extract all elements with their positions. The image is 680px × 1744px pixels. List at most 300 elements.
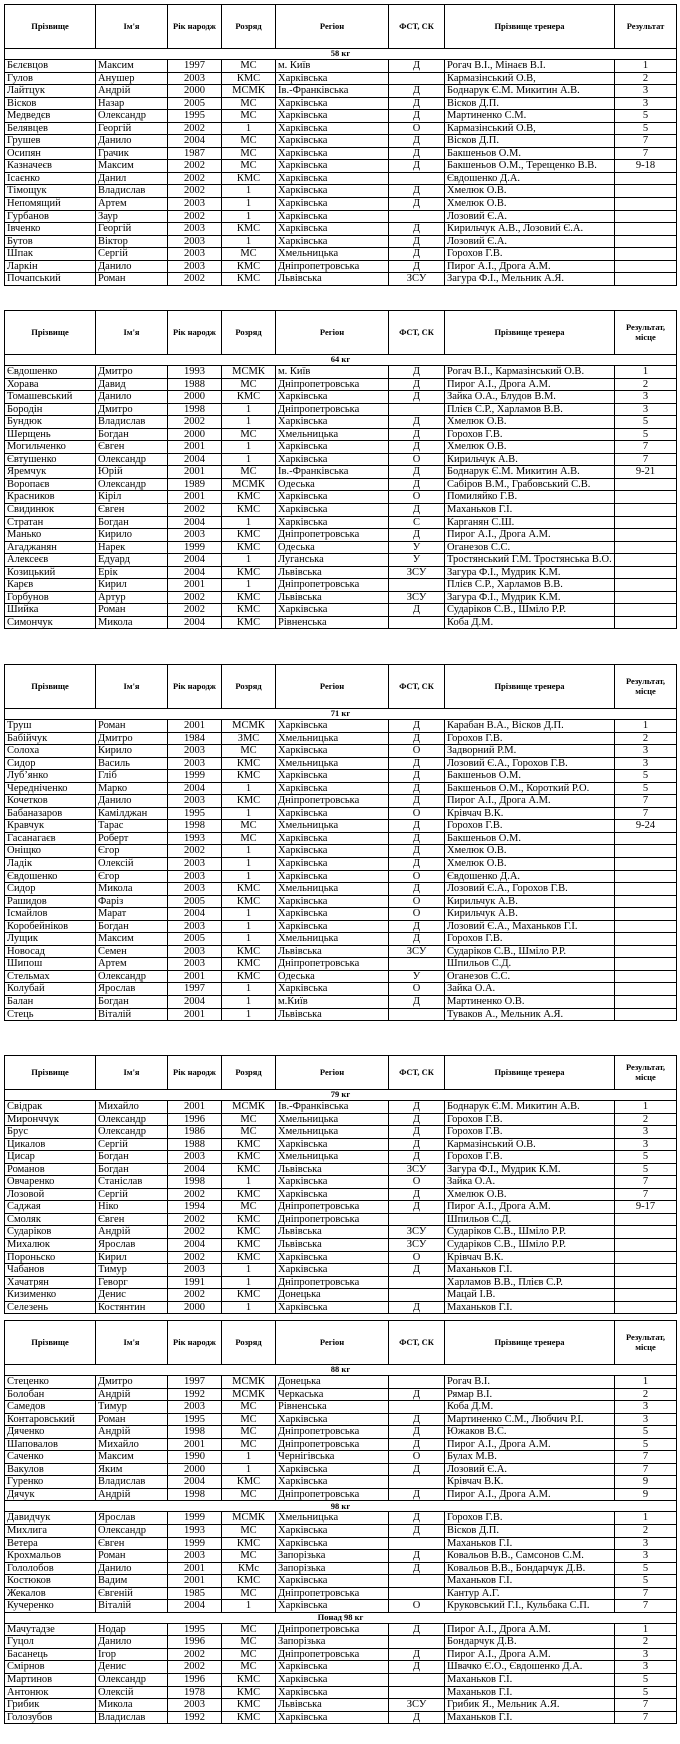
surname-cell: Стратан (5, 516, 96, 529)
result-cell: 9-18 (615, 160, 677, 173)
fst-cell: Д (389, 1138, 445, 1151)
birth-year-cell: 1996 (168, 1113, 222, 1126)
fst-cell: Д (389, 160, 445, 173)
region-cell: Харківська (276, 745, 389, 758)
name-cell: Нарек (96, 541, 168, 554)
fst-cell: У (389, 970, 445, 983)
athlete-row (5, 1264, 677, 1277)
surname-cell: Гуренко (5, 1476, 96, 1489)
region-cell: Харківська (276, 1301, 389, 1314)
region-cell: Хмельницька (276, 732, 389, 745)
athlete-row (5, 745, 677, 758)
fst-cell: Д (389, 1426, 445, 1439)
result-cell: 5 (615, 1426, 677, 1439)
coach-cell: Пирог А.І., Дрога А.М. (445, 1488, 615, 1501)
rank-cell: 1 (222, 858, 276, 871)
weight-class-row (5, 1365, 677, 1376)
athlete-row (5, 1636, 677, 1649)
name-cell: Ярослав (96, 983, 168, 996)
rank-cell: 1 (222, 210, 276, 223)
results-table-block (4, 1320, 676, 1724)
region-cell: Харківська (276, 453, 389, 466)
name-cell: Євген (96, 1213, 168, 1226)
region-cell: Львівська (276, 1226, 389, 1239)
fst-cell: Д (389, 504, 445, 517)
rank-cell: КМС (222, 1163, 276, 1176)
rank-cell: 1 (222, 1276, 276, 1289)
birth-year-cell: 2003 (168, 1264, 222, 1277)
surname-cell: Дячук (5, 1488, 96, 1501)
surname-cell: Белявцев (5, 122, 96, 135)
result-cell (615, 996, 677, 1009)
coach-cell: Горохов Г.В. (445, 1151, 615, 1164)
region-cell: Харківська (276, 223, 389, 236)
column-header-year: Рік народж (168, 1321, 222, 1365)
table-header (5, 5, 677, 49)
coach-cell: Бакшеньов О.М. (445, 770, 615, 783)
birth-year-cell: 2001 (168, 466, 222, 479)
surname-cell: Михалюк (5, 1239, 96, 1252)
birth-year-cell: 2003 (168, 858, 222, 871)
column-header-region: Регіон (276, 1056, 389, 1090)
coach-cell: Бондарчук Д.В. (445, 1636, 615, 1649)
column-header-surname: Прізвище (5, 5, 96, 49)
athlete-row (5, 1163, 677, 1176)
coach-cell: Крівчач В.К. (445, 1251, 615, 1264)
result-cell (615, 172, 677, 185)
region-cell: Рівненська (276, 616, 389, 629)
region-cell: Харківська (276, 185, 389, 198)
region-cell: Харківська (276, 782, 389, 795)
athlete-row (5, 235, 677, 248)
rank-cell: КМС (222, 1537, 276, 1550)
rank-cell: КМС (222, 604, 276, 617)
result-cell (615, 273, 677, 286)
region-cell: Дніпропетровська (276, 529, 389, 542)
results-table-block (4, 664, 676, 1021)
region-cell: Харківська (276, 491, 389, 504)
name-cell: Ніко (96, 1201, 168, 1214)
surname-cell: Євдошенко (5, 366, 96, 379)
coach-cell: Мартиненко О.В. (445, 996, 615, 1009)
athlete-row (5, 1188, 677, 1201)
coach-cell: Маханьков Г.І. (445, 1674, 615, 1687)
name-cell: Заур (96, 210, 168, 223)
result-cell (615, 604, 677, 617)
surname-cell: Красников (5, 491, 96, 504)
birth-year-cell: 1997 (168, 60, 222, 73)
coach-cell: Бакшеньов О.М., Короткий Р.О. (445, 782, 615, 795)
surname-cell: Ладік (5, 858, 96, 871)
coach-cell: Лозовий Є.А., Горохов Г.В. (445, 883, 615, 896)
fst-cell: О (389, 1176, 445, 1189)
athlete-row (5, 604, 677, 617)
athlete-row (5, 1525, 677, 1538)
coach-cell: Рогач В.І., Мінаєв В.І. (445, 60, 615, 73)
coach-cell: Лозовий Є.А. (445, 235, 615, 248)
birth-year-cell: 2004 (168, 616, 222, 629)
rank-cell: МС (222, 1126, 276, 1139)
result-cell: 1 (615, 366, 677, 379)
weight-class-label: 98 кг (5, 1501, 677, 1512)
surname-cell: Гасанагаєв (5, 832, 96, 845)
athlete-row (5, 770, 677, 783)
region-cell: Харківська (276, 122, 389, 135)
region-cell: Харківська (276, 720, 389, 733)
surname-cell: Симончук (5, 616, 96, 629)
birth-year-cell: 2005 (168, 895, 222, 908)
rank-cell: КМС (222, 391, 276, 404)
region-cell: Харківська (276, 516, 389, 529)
results-table-block (4, 1055, 676, 1314)
athlete-row (5, 996, 677, 1009)
fst-cell: С (389, 516, 445, 529)
surname-cell: Медведєв (5, 110, 96, 123)
birth-year-cell: 2002 (168, 273, 222, 286)
coach-cell: Кармазінський О.В, (445, 72, 615, 85)
result-cell: 7 (615, 441, 677, 454)
birth-year-cell: 2000 (168, 428, 222, 441)
birth-year-cell: 2004 (168, 996, 222, 1009)
surname-cell: Овчаренко (5, 1176, 96, 1189)
column-header-fst: ФСТ, СК (389, 665, 445, 709)
coach-cell: Маханьков Г.І. (445, 1711, 615, 1724)
birth-year-cell: 2001 (168, 1562, 222, 1575)
result-cell: 3 (615, 391, 677, 404)
name-cell: Дмитро (96, 1376, 168, 1389)
region-cell: Дніпропетровська (276, 1488, 389, 1501)
fst-cell: ЗСУ (389, 273, 445, 286)
fst-cell: Д (389, 820, 445, 833)
region-cell: Одеська (276, 970, 389, 983)
region-cell: Дніпропетровська (276, 579, 389, 592)
fst-cell: О (389, 1600, 445, 1613)
birth-year-cell: 2002 (168, 122, 222, 135)
column-header-fst: ФСТ, СК (389, 311, 445, 355)
column-header-rank: Розряд (222, 665, 276, 709)
surname-cell: Шипош (5, 958, 96, 971)
birth-year-cell: 2002 (168, 172, 222, 185)
result-cell (615, 516, 677, 529)
birth-year-cell: 2003 (168, 1401, 222, 1414)
coach-cell: Швачко Є.О., Євдошенко Д.А. (445, 1661, 615, 1674)
name-cell: Давид (96, 378, 168, 391)
rank-cell: КМС (222, 757, 276, 770)
name-cell: Грачик (96, 147, 168, 160)
birth-year-cell: 2004 (168, 135, 222, 148)
surname-cell: Сидор (5, 757, 96, 770)
surname-cell: Кучеренко (5, 1600, 96, 1613)
name-cell: Андрій (96, 1388, 168, 1401)
coach-cell: Сударіков С.В., Шміло Р.Р. (445, 604, 615, 617)
athlete-row (5, 478, 677, 491)
rank-cell: 1 (222, 1451, 276, 1464)
name-cell: Кирило (96, 529, 168, 542)
birth-year-cell: 2004 (168, 554, 222, 567)
athlete-row (5, 1575, 677, 1588)
region-cell: Харківська (276, 770, 389, 783)
table-body (5, 709, 677, 1021)
region-cell: Харківська (276, 895, 389, 908)
column-header-year: Рік народж (168, 5, 222, 49)
name-cell: Олександр (96, 1674, 168, 1687)
fst-cell: Д (389, 85, 445, 98)
coach-cell: Грибик Я., Мельник А.Я. (445, 1699, 615, 1712)
athlete-row (5, 554, 677, 567)
athlete-row (5, 441, 677, 454)
fst-cell: Д (389, 1463, 445, 1476)
surname-cell: Мартинов (5, 1674, 96, 1687)
coach-cell: Горохов Г.В. (445, 428, 615, 441)
region-cell: Харківська (276, 160, 389, 173)
name-cell: Максим (96, 933, 168, 946)
region-cell: Львівська (276, 1699, 389, 1712)
region-cell: Донецька (276, 1376, 389, 1389)
region-cell: Львівська (276, 1008, 389, 1021)
coach-cell: Карабан В.А., Вісков Д.П. (445, 720, 615, 733)
table-body (5, 1090, 677, 1314)
fst-cell: Д (389, 1525, 445, 1538)
coach-cell: Мартиненко С.М., Любчич Р.І. (445, 1413, 615, 1426)
region-cell: Львівська (276, 1239, 389, 1252)
birth-year-cell: 2003 (168, 1699, 222, 1712)
rank-cell: 1 (222, 782, 276, 795)
rank-cell: КМС (222, 958, 276, 971)
name-cell: Віталій (96, 1600, 168, 1613)
athlete-row (5, 223, 677, 236)
name-cell: Владислав (96, 416, 168, 429)
region-cell: Львівська (276, 566, 389, 579)
rank-cell: КМС (222, 1476, 276, 1489)
result-cell: 2 (615, 72, 677, 85)
surname-cell: Шерщень (5, 428, 96, 441)
athlete-row (5, 1008, 677, 1021)
region-cell: Харківська (276, 1661, 389, 1674)
result-cell: 1 (615, 1623, 677, 1636)
birth-year-cell: 2004 (168, 1476, 222, 1489)
name-cell: Денис (96, 1289, 168, 1302)
name-cell: Камілджан (96, 807, 168, 820)
coach-cell: Бакшеньов О.М., Терещенко В.В. (445, 160, 615, 173)
result-cell: 9-21 (615, 466, 677, 479)
coach-cell: Хмелюк О.В. (445, 198, 615, 211)
fst-cell: Д (389, 1623, 445, 1636)
rank-cell: 1 (222, 1600, 276, 1613)
name-cell: Олександр (96, 110, 168, 123)
rank-cell: 1 (222, 1008, 276, 1021)
region-cell: Львівська (276, 1163, 389, 1176)
name-cell: Кіріл (96, 491, 168, 504)
column-header-year: Рік народж (168, 311, 222, 355)
surname-cell: Агаджанян (5, 541, 96, 554)
column-header-coach: Прізвище тренера (445, 1321, 615, 1365)
birth-year-cell: 1995 (168, 1413, 222, 1426)
result-cell (615, 248, 677, 261)
athlete-row (5, 529, 677, 542)
result-cell: 3 (615, 1138, 677, 1151)
column-header-rank: Розряд (222, 311, 276, 355)
rank-cell: МС (222, 147, 276, 160)
result-cell (615, 591, 677, 604)
birth-year-cell: 1986 (168, 1126, 222, 1139)
name-cell: Данило (96, 260, 168, 273)
result-cell: 2 (615, 732, 677, 745)
coach-cell: Туваков А., Мельник А.Я. (445, 1008, 615, 1021)
athlete-row (5, 1239, 677, 1252)
surname-cell: Вакулов (5, 1463, 96, 1476)
athlete-row (5, 566, 677, 579)
region-cell: Харківська (276, 1674, 389, 1687)
result-cell (615, 541, 677, 554)
region-cell: Харківська (276, 1575, 389, 1588)
rank-cell: МС (222, 466, 276, 479)
result-cell: 5 (615, 770, 677, 783)
name-cell: Кирило (96, 745, 168, 758)
athlete-row (5, 1699, 677, 1712)
result-cell: 2 (615, 1636, 677, 1649)
birth-year-cell: 1995 (168, 1623, 222, 1636)
name-cell: Тарас (96, 820, 168, 833)
fst-cell: Д (389, 466, 445, 479)
rank-cell: КМс (222, 1562, 276, 1575)
region-cell: Харківська (276, 97, 389, 110)
athlete-row (5, 1451, 677, 1464)
rank-cell: КМС (222, 591, 276, 604)
rank-cell: 1 (222, 1301, 276, 1314)
region-cell: Одеська (276, 478, 389, 491)
region-cell: Харківська (276, 504, 389, 517)
birth-year-cell: 2001 (168, 441, 222, 454)
fst-cell: Д (389, 933, 445, 946)
column-header-result: Результат, місце (615, 311, 677, 355)
coach-cell: Євдошенко Д.А. (445, 172, 615, 185)
rank-cell: КМС (222, 970, 276, 983)
coach-cell: Шпильов С.Д. (445, 1213, 615, 1226)
name-cell: Георгій (96, 223, 168, 236)
region-cell: Дніпропетровська (276, 1587, 389, 1600)
result-cell (615, 958, 677, 971)
rank-cell: МСМК (222, 1388, 276, 1401)
rank-cell: 1 (222, 198, 276, 211)
coach-cell: Загура Ф.І., Мудрик К.М. (445, 566, 615, 579)
surname-cell: Гуцол (5, 1636, 96, 1649)
fst-cell: Д (389, 478, 445, 491)
result-cell (615, 1301, 677, 1314)
result-cell: 9-17 (615, 1201, 677, 1214)
fst-cell (389, 172, 445, 185)
result-cell: 5 (615, 1163, 677, 1176)
name-cell: Богдан (96, 1163, 168, 1176)
name-cell: Ярослав (96, 1239, 168, 1252)
surname-cell: Євтушенко (5, 453, 96, 466)
region-cell: Ів.-Франківська (276, 1101, 389, 1114)
athlete-row (5, 198, 677, 211)
rank-cell: МС (222, 1413, 276, 1426)
fst-cell (389, 1376, 445, 1389)
birth-year-cell: 2002 (168, 160, 222, 173)
fst-cell (389, 1008, 445, 1021)
coach-cell: Вісков Д.П. (445, 1525, 615, 1538)
athlete-row (5, 883, 677, 896)
fst-cell: О (389, 1451, 445, 1464)
coach-cell: Булах М.В. (445, 1451, 615, 1464)
coach-cell: Лозовий Є.А. (445, 210, 615, 223)
birth-year-cell: 1992 (168, 1711, 222, 1724)
region-cell: Харківська (276, 908, 389, 921)
result-cell: 5 (615, 782, 677, 795)
fst-cell: Д (389, 260, 445, 273)
coach-cell: Кирильчук А.В. (445, 908, 615, 921)
name-cell: Дмитро (96, 366, 168, 379)
birth-year-cell: 1994 (168, 1201, 222, 1214)
coach-cell: Хмелюк О.В. (445, 1188, 615, 1201)
region-cell: Хмельницька (276, 1151, 389, 1164)
rank-cell: 1 (222, 185, 276, 198)
name-cell: Роман (96, 1413, 168, 1426)
birth-year-cell: 2001 (168, 491, 222, 504)
name-cell: Богдан (96, 428, 168, 441)
coach-cell: Загура Ф.І., Мудрик К.М. (445, 591, 615, 604)
region-cell: Дніпропетровська (276, 260, 389, 273)
name-cell: Віталій (96, 1008, 168, 1021)
name-cell: Ярослав (96, 1512, 168, 1525)
surname-cell: Кизименко (5, 1289, 96, 1302)
surname-cell: Пороньско (5, 1251, 96, 1264)
surname-cell: Томашевський (5, 391, 96, 404)
fst-cell: Д (389, 1201, 445, 1214)
coach-cell: Пирог А.І., Дрога А.М. (445, 529, 615, 542)
rank-cell: КМС (222, 1151, 276, 1164)
fst-cell: Д (389, 110, 445, 123)
column-header-name: Ім'я (96, 5, 168, 49)
coach-cell: Хмелюк О.В. (445, 845, 615, 858)
birth-year-cell: 2002 (168, 504, 222, 517)
region-cell: Хмельницька (276, 428, 389, 441)
athlete-row (5, 591, 677, 604)
rank-cell: КМС (222, 1686, 276, 1699)
region-cell: Харківська (276, 1686, 389, 1699)
result-cell (615, 1264, 677, 1277)
birth-year-cell: 1993 (168, 832, 222, 845)
header-row (5, 5, 677, 49)
rank-cell: МС (222, 745, 276, 758)
region-cell: Харківська (276, 807, 389, 820)
result-cell (615, 970, 677, 983)
athlete-row (5, 1438, 677, 1451)
coach-cell: Пирог А.І., Дрога А.М. (445, 795, 615, 808)
result-cell (615, 895, 677, 908)
athlete-row (5, 895, 677, 908)
coach-cell: Боднарук Є.М. Микитин А.В. (445, 466, 615, 479)
coach-cell: Горохов Г.В. (445, 933, 615, 946)
rank-cell: МСМК (222, 478, 276, 491)
result-cell: 1 (615, 720, 677, 733)
coach-cell: Лозовий Є.А., Горохов Г.В. (445, 757, 615, 770)
rank-cell: КМС (222, 1289, 276, 1302)
name-cell: Владислав (96, 1711, 168, 1724)
athlete-row (5, 870, 677, 883)
result-cell: 2 (615, 1388, 677, 1401)
fst-cell: О (389, 807, 445, 820)
column-header-region: Регіон (276, 1321, 389, 1365)
coach-cell: Круковський Г.І., Кульбака С.П. (445, 1600, 615, 1613)
fst-cell (389, 1476, 445, 1489)
birth-year-cell: 2001 (168, 579, 222, 592)
birth-year-cell: 1996 (168, 1674, 222, 1687)
fst-cell (389, 958, 445, 971)
fst-cell: Д (389, 1562, 445, 1575)
rank-cell: 1 (222, 933, 276, 946)
